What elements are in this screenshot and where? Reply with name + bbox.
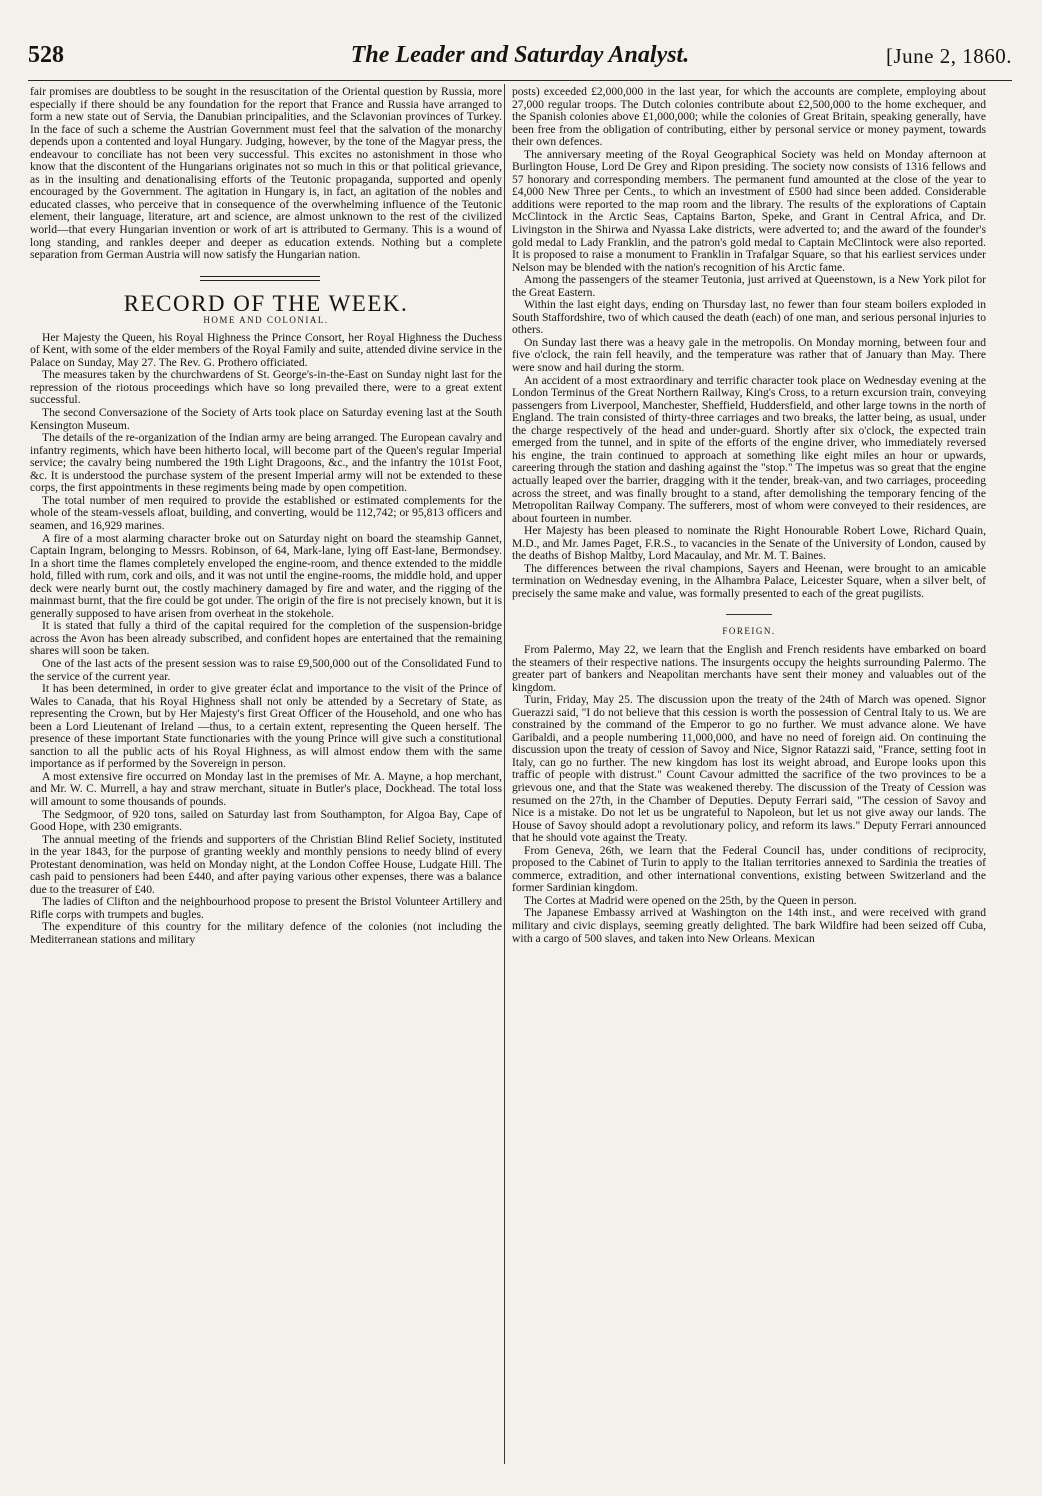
article-paragraph: It has been determined, in order to give greater éclat and importance to the visit of the Prince of Wales to Canada, that his Royal Highness shall not only be attended by a Secretary of State, as representing the Crown, but by Her Majesty's first Great Officer of the Household, and one who has been a Lord Lieutenant of Ireland —thus, to a certain extent, representing the Queen herself. The presence of these important State functionaries with the young Prince will give such a constitutional sanction to all the public acts of his Royal Highness, as will almost endow them with the same importance as if performed by the Sovereign in person. — [30, 682, 502, 771]
article-paragraph: From Palermo, May 22, we learn that the English and French residents have embarked on board the steamers of their respective nations. The insurgents occupy the heights surrounding Palermo. The greater part of bankers and Neapolitan merchants have sent their money and valuables out of the kingdom. — [512, 642, 986, 694]
article-paragraph: The measures taken by the churchwardens of St. George's-in-the-East on Sunday night last for the repression of the riotous proceedings which have so long prevailed there, were to a great extent successful. — [30, 368, 502, 407]
article-paragraph: posts) exceeded £2,000,000 in the last year, for which the accounts are complete, employing about 27,000 regular troops. The Dutch colonies contribute about £2,500,000 to the home exchequer, and the Spanish colonies above £1,000,000; while the colonies of Great Britain, speaking generally, have been free from the obligation of contributing, either by personal service or money payment, towards their own defences. — [512, 86, 986, 149]
article-paragraph: It is stated that fully a third of the capital required for the completion of the suspension-bridge across the Avon has been already subscribed, and confident hopes are entertained that the remaining shares will soon be taken. — [30, 619, 502, 658]
article-paragraph: From Geneva, 26th, we learn that the Federal Council has, under conditions of reciprocity, proposed to the Cabinet of Turin to apply to the Italian territories annexed to Sardinia the treaties of commerce, extradition, and other international conventions, existing between Switzerland and the former Sardinian kingdom. — [512, 843, 986, 895]
section-subtitle: HOME AND COLONIAL. — [203, 315, 329, 326]
left-column — [30, 86, 502, 1466]
article-paragraph: The Cortes at Madrid were opened on the 25th, by the Queen in person. — [524, 893, 857, 907]
article-paragraph: The ladies of Clifton and the neighbourhood propose to present the Bristol Volunteer Artillery and Rifle corps with trumpets and bugles. — [30, 895, 502, 921]
double-rule-separator — [30, 262, 502, 296]
article-paragraph: Turin, Friday, May 25. The discussion upon the treaty of the 24th of March was opened. Signor Guerazzi said, "I do not believe that this cession is worth the possession of Central Italy to us. We are constrained by the command of the Emperor to go no further. We must advance alone. We have Garibaldi, and a people numbering 11,000,000, and have no need of foreign aid. On continuing the discussion upon the treaty of cession of Savoy and Nice, Signor Ratazzi said, "France, setting foot in Italy, can go no further. The new kingdom has lost its weight abroad, and Europe looks upon this traffic of people with distrust." Count Cavour admitted the sacrifice of the two provinces to be a grievous one, and that the State was weakened thereby. The discussion of the Treaty of Cession was resumed on the 27th, in the Chamber of Deputies. Deputy Ferrari said, "The cession of Savoy and Nice is a mistake. Do not let us be ungrateful to Napoleon, but let us not give away our lands. The House of Savoy should adopt a revolutionary policy, and reform its laws." Deputy Ferrari announced that he should vote against the Treaty. — [512, 693, 986, 845]
article-paragraph: The total number of men required to provide the established or estimated complements for the whole of the steam-vessels afloat, building, and converting, would be 112,742; or 95,813 officers and seamen, and 16,929 marines. — [30, 493, 502, 532]
article-paragraph: Among the passengers of the steamer Teutonia, just arrived at Queenstown, is a New York pilot for the Great Eastern. — [512, 273, 986, 299]
page-number: 528 — [28, 42, 64, 68]
article-paragraph: An accident of a most extraordinary and terrific character took place on Wednesday evening at the London Terminus of the Great Northern Railway, King's Cross, to a return excursion train, conveying passengers from Liverpool, Manchester, Sheffield, Huddersfield, and other large towns in the north of England. The train consisted of thirty-three carriages and two breaks, the latter being, as usual, under the charge respectively of the head and under-guard. Shortly after six o'clock, the expected train emerged from the tunnel, and in spite of the efforts of the engine driver, who immediately reversed his engine, the train continued to approach at something like eight miles an hour or upwards, careering through the station and dashing against the "stop." The impetus was so great that the engine actually leaped over the barrier, dragging with it the tender, break-van, and two carriages, proceeding across the street, and was finally brought to a stand, after demolishing the temporary fencing of the Metropolitan Railway Company. The sufferers, most of whom were conveyed to their residences, are about fourteen in number. — [512, 373, 986, 525]
article-paragraph: The Sedgmoor, of 920 tons, sailed on Saturday last from Southampton, for Algoa Bay, Cape of Good Hope, with 230 emigrants. — [30, 807, 502, 834]
foreign-heading: FOREIGN. — [722, 626, 776, 637]
article-paragraph: Within the last eight days, ending on Thursday last, no fewer than four steam boilers exploded in South Staffordshire, two of which caused the death (each) of one man, and serious personal injuries to others. — [512, 298, 986, 337]
right-column — [512, 86, 986, 1466]
article-paragraph: The details of the re-organization of the Indian army are being arranged. The European cavalry and infantry regiments, which have been hitherto local, will become part of the Queen's regular Imperial service; the cavalry being numbered the 19th Light Dragoons, &c., and the infantry the 101st Foot, &c. It is understood the purchase system of the present Imperial army will not be extended to these corps, the first appointments in these regiments being made by open competition. — [30, 431, 502, 495]
column-divider — [504, 84, 505, 1464]
article-paragraph: The Japanese Embassy arrived at Washington on the 14th inst., and were received with grand military and civic displays, seeming greatly delighted. The bark Wildfire had been seized off Cuba, with a cargo of 500 slaves, and taken into New Orleans. Mexican — [512, 906, 986, 945]
article-paragraph: On Sunday last there was a heavy gale in the metropolis. On Monday morning, between four and five o'clock, the rain fell heavily, and the temperature was rather that of January than May. There were snow and hail during the storm. — [512, 335, 986, 375]
article-paragraph: Her Majesty the Queen, his Royal Highness the Prince Consort, her Royal Highness the Duchess of Kent, with some of the elder members of the Royal Family and suite, attended divine service in the Palace on Sunday, May 27. The Rev. G. Prothero officiated. — [30, 330, 502, 369]
intro-paragraph: fair promises are doubtless to be sought in the resuscitation of the Oriental question by Russia, more especially if there should be any foundation for the report that France and Russia have arranged to form a new state out of Servia, the Danubian principalities, and the Sclavonian provinces of Turkey. In the face of such a scheme the Austrian Government must feel that the salvation of the monarchy depends upon a contented and loyal Hungary. Judging, however, by the tone of the Magyar press, the endeavour to conciliate has not been very successful. This excites no astonishment in those who know that the discontent of the Hungarians originates not so much in this or that political grievance, as in the insulting and denationalising efforts of the Teutonic propaganda, supported and openly encouraged by the Government. The agitation in Hungary is, in fact, an agitation of the nobles and educated classes, who perceive that in consequence of the overwhelming influence of the Teutonic element, their language, literature, art and science, are almost unknown to the rest of the civilized world—that every Hungarian invention or work of art is attributed to Germany. This is a wound of long standing, and rankles deeper and deeper as education extends. Nothing but a complete separation from German Austria will now satisfy the Hungarian nation. — [30, 86, 502, 262]
short-rule-separator — [726, 614, 772, 615]
header-rule — [28, 80, 1012, 81]
article-paragraph: A fire of a most alarming character broke out on Saturday night on board the steamship Gannet, Captain Ingram, belonging to Messrs. Robinson, of 64, Mark-lane, lying off East-lane, Bermondsey. In a short time the flames completely enveloped the engine-room, and thence extended to the middle hold, filled with rum, cork and oils, and it was not until the engine-rooms, the middle hold, and upper deck were nearly burnt out, the costly machinery damaged by fire and water, and the rigging of the mainmast burnt, that the fire could be got under. The origin of the fire is not precisely known, but it is generally supposed to have arisen from overheat in the stokehole. — [30, 531, 502, 620]
page-title: The Leader and Saturday Analyst. — [350, 42, 690, 68]
page-header — [28, 42, 1012, 76]
article-paragraph: The second Conversazione of the Society of Arts took place on Saturday evening last at the South Kensington Museum. — [30, 406, 502, 432]
article-paragraph: A most extensive fire occurred on Monday last in the premises of Mr. A. Mayne, a hop merchant, and Mr. W. C. Murrell, a hay and straw merchant, situate in Butler's place, Dockhead. The total loss will amount to some thousands of pounds. — [30, 769, 502, 808]
article-paragraph: The annual meeting of the friends and supporters of the Christian Blind Relief Society, instituted in the year 1843, for the purpose of granting weekly and monthly pensions to needy blind of every Protestant denomination, was held on Monday night, at the London Coffee House, Ludgate Hill. The cash paid to pensioners had been £440, and after paying various other expenses, there was a balance due to the treasurer of £40. — [30, 832, 502, 896]
article-paragraph: One of the last acts of the present session was to raise £9,500,000 out of the Consolidated Fund to the service of the current year. — [30, 656, 502, 683]
article-paragraph: The differences between the rival champions, Sayers and Heenan, were brought to an amicable termination on Wednesday evening, in the Alhambra Palace, Leicester Square, when a silver belt, of precisely the same make and value, was formally presented to each of the great pugilists. — [512, 561, 986, 600]
article-paragraph: Her Majesty has been pleased to nominate the Right Honourable Robert Lowe, Richard Quain, M.D., and Mr. James Paget, F.R.S., to vacancies in the Senate of the University of London, caused by the deaths of Bishop Maltby, Lord Macaulay, and Mr. M. T. Baines. — [512, 524, 986, 563]
article-paragraph: The expenditure of this country for the military defence of the colonies (not including the Mediterranean stations and military — [30, 920, 502, 946]
issue-date: [June 2, 1860. — [886, 44, 1012, 68]
section-title: RECORD OF THE WEEK. — [123, 290, 409, 316]
article-paragraph: The anniversary meeting of the Royal Geographical Society was held on Monday afternoon at Burlington House, Lord De Grey and Ripon presiding. The society now consists of 1316 fellows and 57 honorary and corresponding members. The permanent fund amounted at the close of the year to £4,000 New Three per Cents., to which an investment of £500 had since been added. Considerable additions were reported to the map room and the library. The results of the explorations of Captain McClintock in the Arctic Seas, Captains Barton, Speke, and Grant in Central Africa, and Dr. Livingston in the Shirwa and Nyassa Lake districts, were adverted to; and the award of the founder's gold medal to Lady Franklin, and the patron's gold medal to Captain McClintock were also reported. It is proposed to raise a monument to Franklin in Trafalgar Square, so that his earliest services under Nelson may be blended with the nation's recognition of his Arctic fame. — [512, 147, 986, 274]
